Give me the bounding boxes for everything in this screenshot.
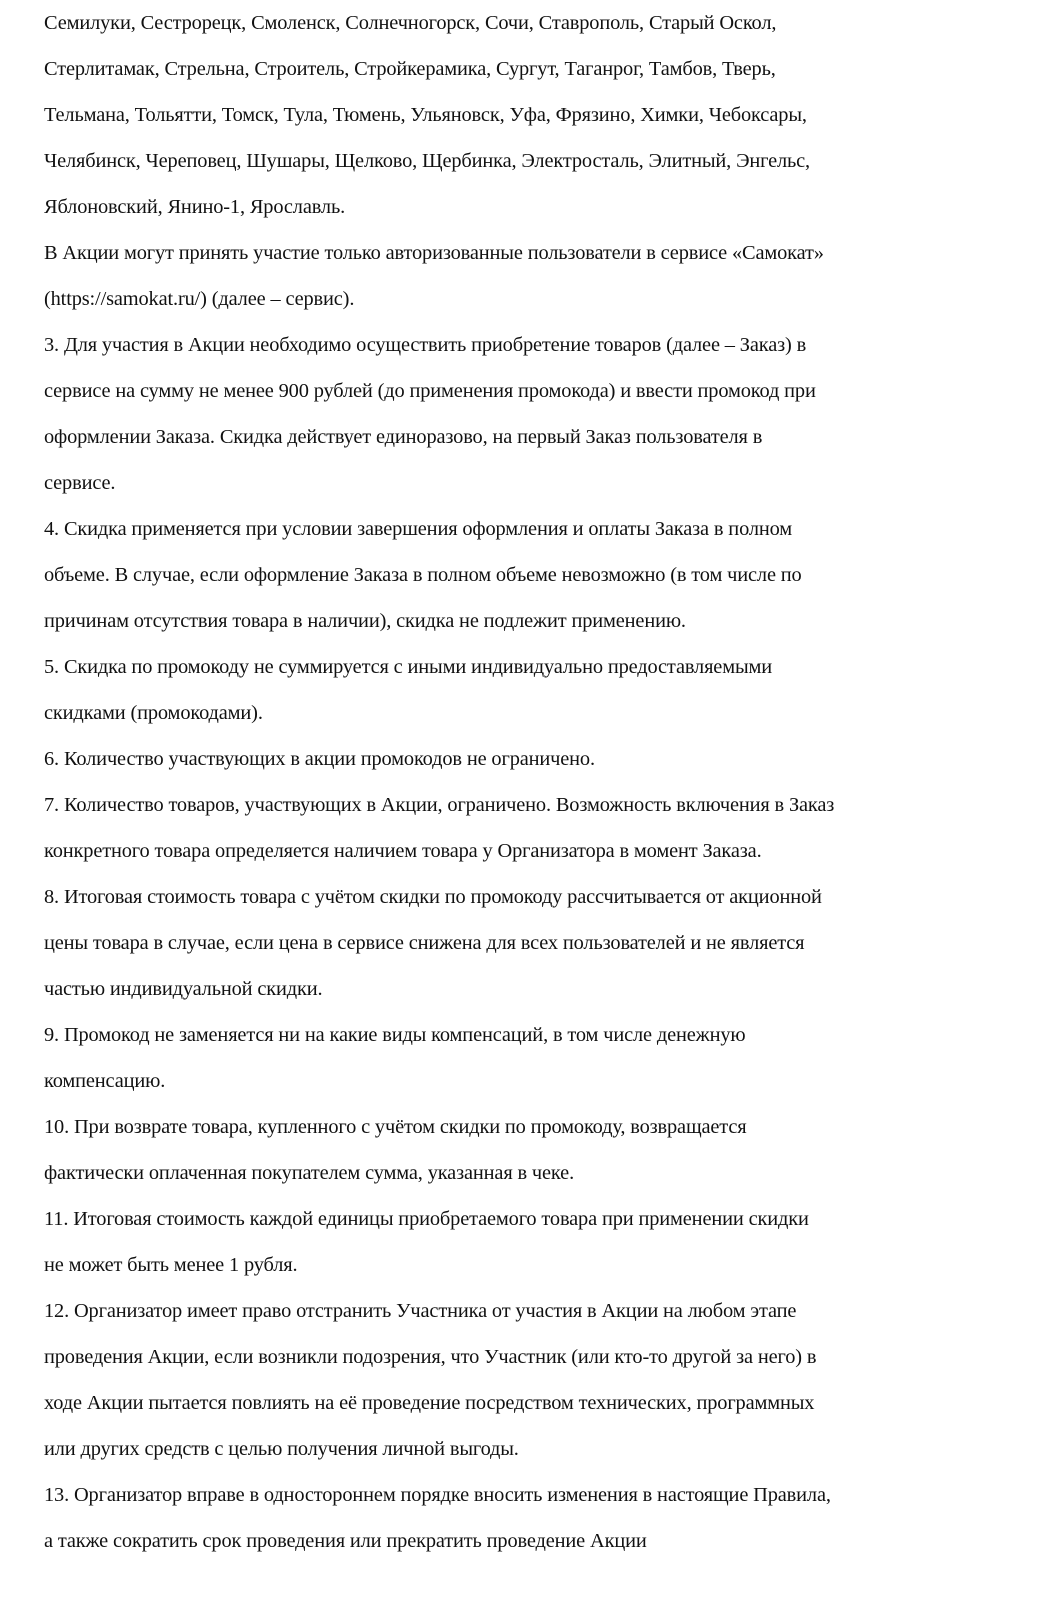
text-line: или других средств с целью получения личной выгоды. bbox=[44, 1438, 519, 1460]
paragraph-clause-5 bbox=[44, 644, 1034, 736]
paragraph-clause-9 bbox=[44, 1012, 1034, 1104]
text-line: 4. Скидка применяется при условии завершения оформления и оплаты Заказа в полном bbox=[44, 518, 793, 540]
text-line: оформлении Заказа. Скидка действует единоразово, на первый Заказ пользователя в bbox=[44, 426, 763, 448]
text-line: 7. Количество товаров, участвующих в Акции, ограничено. Возможность включения в Заказ bbox=[44, 794, 835, 816]
text-line: 5. Скидка по промокоду не суммируется с иными индивидуально предоставляемыми bbox=[44, 656, 773, 678]
text-line: 10. При возврате товара, купленного с учётом скидки по промокоду, возвращается bbox=[44, 1116, 747, 1138]
document-page bbox=[44, 0, 1034, 1564]
paragraph-clause-8 bbox=[44, 874, 1034, 1012]
text-line: Стерлитамак, Стрельна, Строитель, Стройкерамика, Сургут, Таганрог, Тамбов, Тверь, bbox=[44, 58, 776, 80]
text-line: 6. Количество участвующих в акции промокодов не ограничено. bbox=[44, 748, 595, 770]
text-line: конкретного товара определяется наличием товара у Организатора в момент Заказа. bbox=[44, 840, 762, 862]
text-line: проведения Акции, если возникли подозрения, что Участник (или кто-то другой за него) в bbox=[44, 1346, 817, 1368]
text-line: (https://samokat.ru/) (далее – сервис). bbox=[44, 288, 355, 310]
paragraph-clause-13 bbox=[44, 1472, 1034, 1564]
text-line: сервисе. bbox=[44, 472, 116, 494]
text-line: 13. Организатор вправе в одностороннем порядке вносить изменения в настоящие Правила, bbox=[44, 1484, 831, 1506]
text-line: фактически оплаченная покупателем сумма, указанная в чеке. bbox=[44, 1162, 575, 1184]
text-line: Челябинск, Череповец, Шушары, Щелково, Щербинка, Электросталь, Элитный, Энгельс, bbox=[44, 150, 811, 172]
text-line: 9. Промокод не заменяется ни на какие виды компенсаций, в том числе денежную bbox=[44, 1024, 746, 1046]
paragraph-cities bbox=[44, 0, 1034, 230]
text-line: ходе Акции пытается повлиять на её проведение посредством технических, программных bbox=[44, 1392, 815, 1414]
text-line: Семилуки, Сестрорецк, Смоленск, Солнечногорск, Сочи, Ставрополь, Старый Оскол, bbox=[44, 12, 777, 34]
text-line: 3. Для участия в Акции необходимо осуществить приобретение товаров (далее – Заказ) в bbox=[44, 334, 807, 356]
text-line: 11. Итоговая стоимость каждой единицы приобретаемого товара при применении скидки bbox=[44, 1208, 809, 1230]
text-line: не может быть менее 1 рубля. bbox=[44, 1254, 298, 1276]
text-line: В Акции могут принять участие только авторизованные пользователи в сервисе «Самокат» bbox=[44, 242, 824, 264]
text-line: 12. Организатор имеет право отстранить Участника от участия в Акции на любом этапе bbox=[44, 1300, 797, 1322]
text-line: компенсацию. bbox=[44, 1070, 166, 1092]
paragraph-clause-3 bbox=[44, 322, 1034, 506]
text-line: причинам отсутствия товара в наличии), скидка не подлежит применению. bbox=[44, 610, 686, 632]
text-line: объеме. В случае, если оформление Заказа в полном объеме невозможно (в том числе по bbox=[44, 564, 802, 586]
text-line: Тельмана, Тольятти, Томск, Тула, Тюмень, Ульяновск, Уфа, Фрязино, Химки, Чебоксары, bbox=[44, 104, 807, 126]
text-line: сервисе на сумму не менее 900 рублей (до применения промокода) и ввести промокод при bbox=[44, 380, 816, 402]
text-line: 8. Итоговая стоимость товара с учётом скидки по промокоду рассчитывается от акционной bbox=[44, 886, 822, 908]
text-line: а также сократить срок проведения или прекратить проведение Акции bbox=[44, 1530, 647, 1552]
text-line: Яблоновский, Янино-1, Ярославль. bbox=[44, 196, 346, 218]
paragraph-clause-4 bbox=[44, 506, 1034, 644]
text-line: скидками (промокодами). bbox=[44, 702, 263, 724]
paragraph-clause-6 bbox=[44, 736, 1034, 782]
text-line: цены товара в случае, если цена в сервисе снижена для всех пользователей и не является bbox=[44, 932, 805, 954]
paragraph-clause-12 bbox=[44, 1288, 1034, 1472]
text-line: частью индивидуальной скидки. bbox=[44, 978, 323, 1000]
paragraph-clause-7 bbox=[44, 782, 1034, 874]
paragraph-participants bbox=[44, 230, 1034, 322]
paragraph-clause-11 bbox=[44, 1196, 1034, 1288]
paragraph-clause-10 bbox=[44, 1104, 1034, 1196]
